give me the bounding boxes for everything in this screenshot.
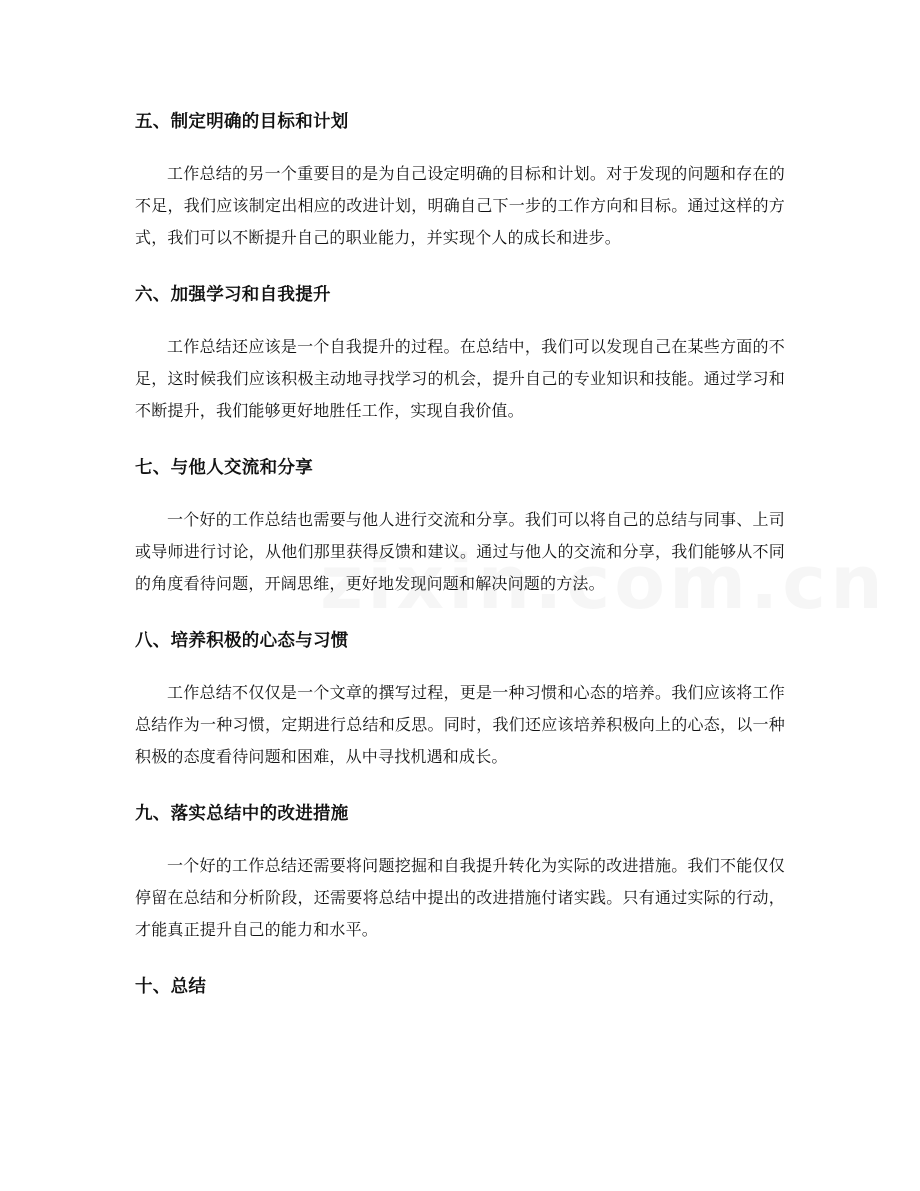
section-paragraph: 工作总结的另一个重要目的是为自己设定明确的目标和计划。对于发现的问题和存在的不足，我们应该制定出相应的改进计划，明确自己下一步的工作方向和目标。通过这样的方式，我们可以不断提升自己的职业能力，并实现个人的成长和进步。: [135, 164, 785, 247]
section-heading: 七、与他人交流和分享: [135, 458, 313, 478]
section-paragraph: 工作总结不仅仅是一个文章的撰写过程，更是一种习惯和心态的培养。我们应该将工作总结作为一种习惯，定期进行总结和反思。同时，我们还应该培养积极向上的心态，以一种积极的态度看待问题和困难，从中寻找机遇和成长。: [135, 683, 785, 766]
section-9: [135, 798, 785, 946]
section-10: [135, 971, 785, 1003]
section-heading: 十、总结: [135, 977, 207, 997]
section-paragraph: 一个好的工作总结也需要与他人进行交流和分享。我们可以将自己的总结与同事、上司或导师进行讨论，从他们那里获得反馈和建议。通过与他人的交流和分享，我们能够从不同的角度看待问题，开阔思维，更好地发现问题和解决问题的方法。: [135, 510, 785, 593]
section-heading: 六、加强学习和自我提升: [135, 285, 331, 305]
section-5: [135, 106, 785, 254]
section-6: [135, 279, 785, 427]
section-heading: 八、培养积极的心态与习惯: [135, 631, 349, 651]
section-heading: 九、落实总结中的改进措施: [135, 804, 349, 824]
section-heading: 五、制定明确的目标和计划: [135, 112, 349, 132]
document-content: [135, 106, 785, 1003]
section-7: [135, 452, 785, 600]
section-paragraph: 一个好的工作总结还需要将问题挖掘和自我提升转化为实际的改进措施。我们不能仅仅停留在总结和分析阶段，还需要将总结中提出的改进措施付诸实践。只有通过实际的行动，才能真正提升自己的能力和水平。: [135, 856, 785, 939]
section-8: [135, 625, 785, 773]
section-paragraph: 工作总结还应该是一个自我提升的过程。在总结中，我们可以发现自己在某些方面的不足，这时候我们应该积极主动地寻找学习的机会，提升自己的专业知识和技能。通过学习和不断提升，我们能够更好地胜任工作，实现自我价值。: [135, 337, 785, 420]
